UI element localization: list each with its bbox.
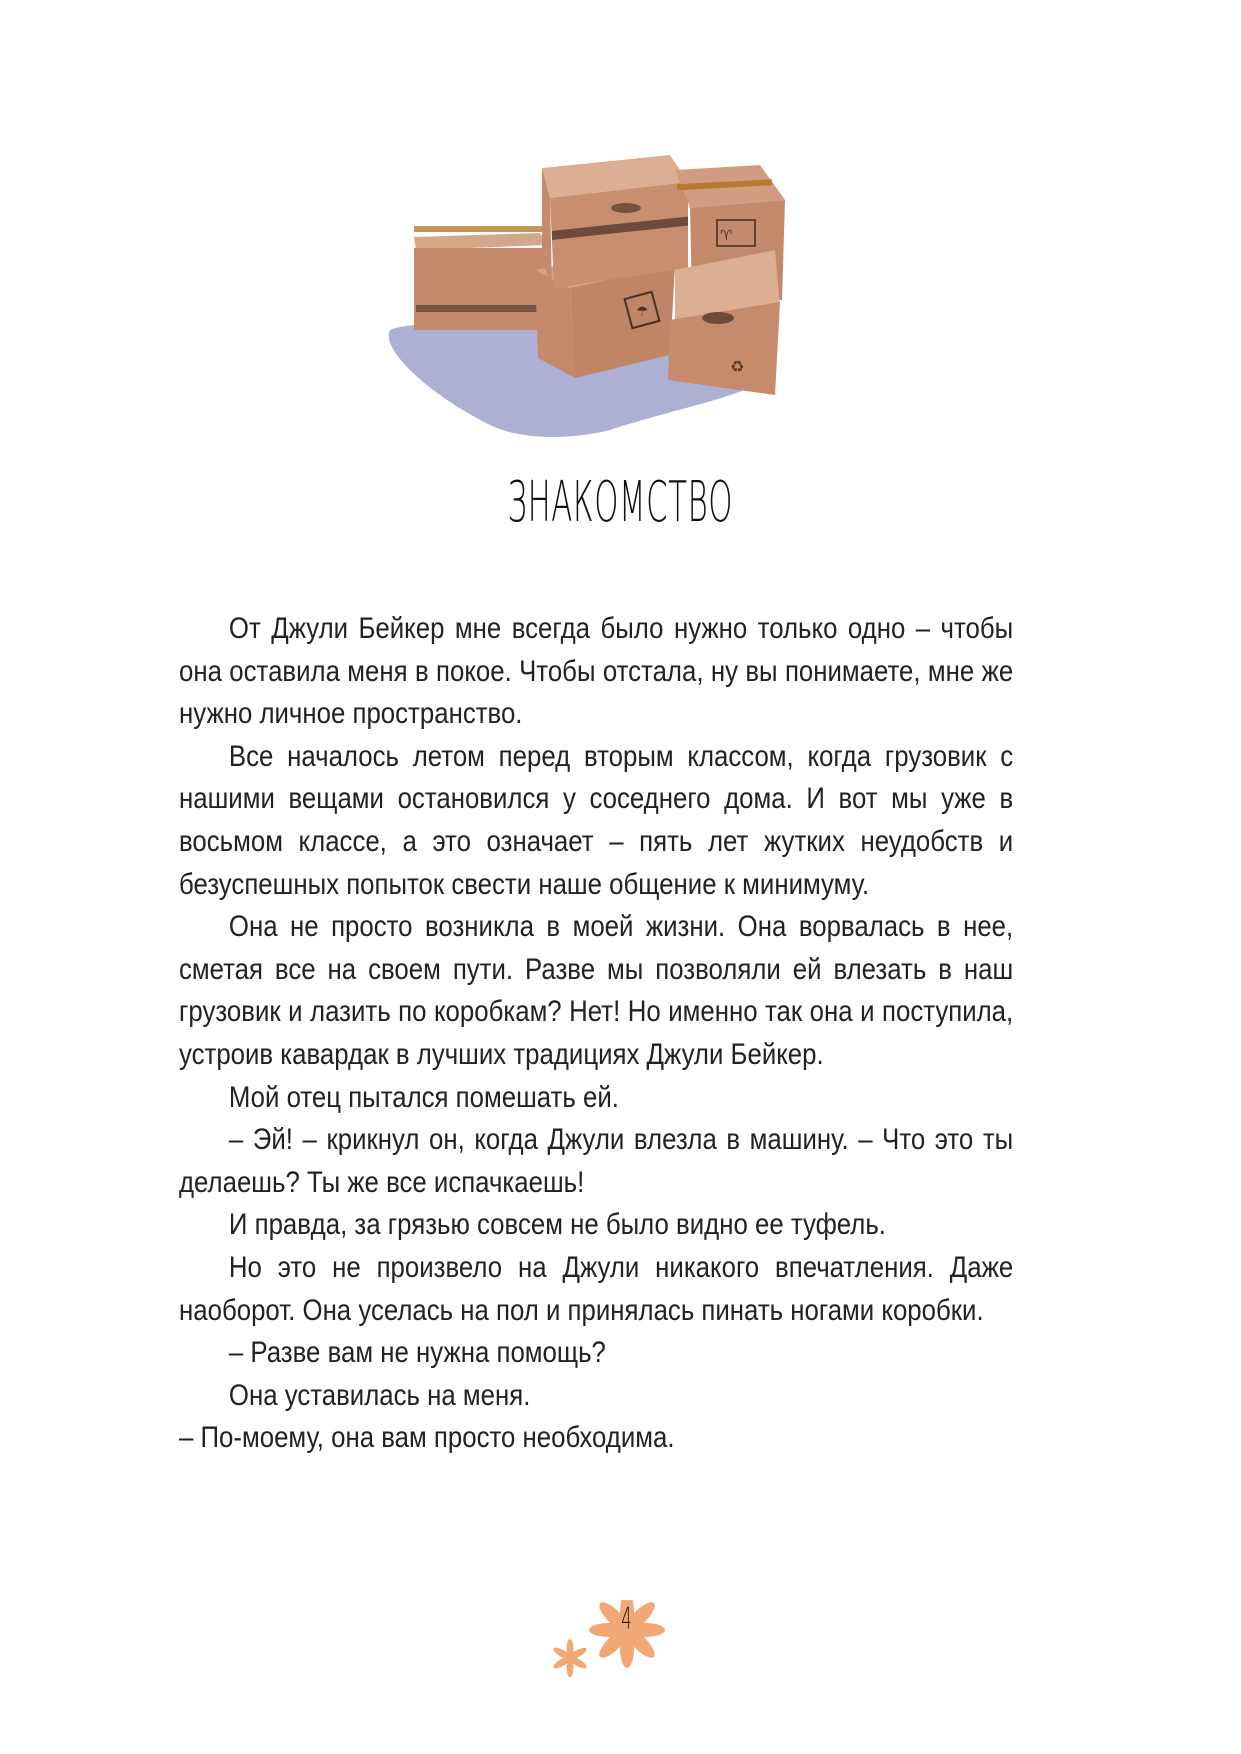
cardboard-boxes-illustration bbox=[370, 140, 810, 470]
page-footer bbox=[545, 1600, 695, 1690]
paragraph: – Эй! – крикнул он, когда Джули влезла в машину. – Что это ты делаешь? Ты же все испачкаешь! bbox=[179, 1123, 1014, 1199]
chapter-body bbox=[179, 608, 1013, 1460]
svg-text:☂: ☂ bbox=[636, 304, 649, 320]
paragraph: Мой отец пытался помешать ей. bbox=[228, 1080, 619, 1114]
paragraph: И правда, за грязью совсем не было видно ее туфель. bbox=[228, 1208, 886, 1242]
paragraph: Она уставилась на меня. bbox=[228, 1378, 531, 1412]
page-number: 4 bbox=[621, 1602, 632, 1637]
paragraph: Она не просто возникла в моей жизни. Она ворвалась в нее, сметая все на своем пути. Разве мы позволяли ей влезать в наш грузовик и лазить по коробкам? Нет! Но именно так она и поступила, устроив кавардак в лучших традициях Джули Бейкер. bbox=[179, 910, 1014, 1071]
svg-text:♈: ♈ bbox=[720, 228, 733, 244]
flower-decoration-icon bbox=[545, 1600, 695, 1690]
paragraph: – Разве вам не нужна помощь? bbox=[228, 1336, 606, 1370]
paragraph: Все началось летом перед вторым классом, когда грузовик с нашими вещами остановился у соседнего дома. И вот мы уже в восьмом классе, а это означает – пять лет жутких неудобств и безуспешных попыток свести наше общение к минимуму. bbox=[179, 739, 1014, 901]
chapter-title: ЗНАКОМСТВО bbox=[507, 470, 734, 535]
svg-text:♻: ♻ bbox=[730, 357, 745, 376]
paragraph: Но это не произвело на Джули никакого впечатления. Даже наоборот. Она уселась на пол и принялась пинать ногами коробки. bbox=[179, 1250, 1014, 1327]
paragraph: От Джули Бейкер мне всегда было нужно только одно – чтобы она оставила меня в покое. Чтобы отстала, ну вы понимаете, мне же нужно личное пространство. bbox=[179, 612, 1014, 731]
paragraph: – По-моему, она вам просто необходима. bbox=[179, 1421, 675, 1455]
